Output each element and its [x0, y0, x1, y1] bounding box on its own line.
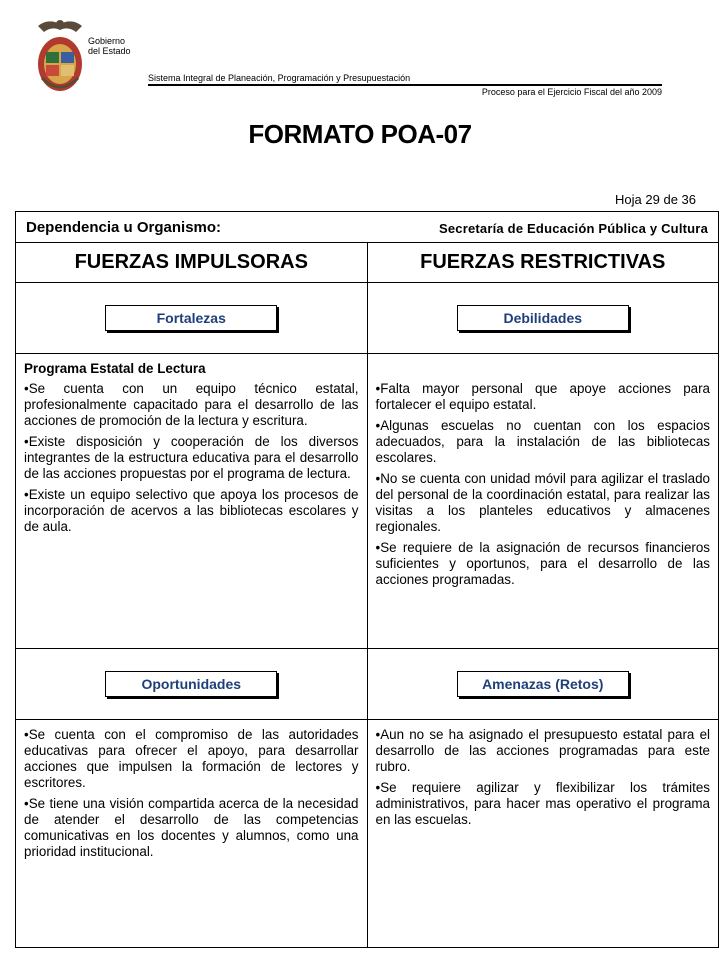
threat-item: •Aun no se ha asignado el presupuesto estatal para el desarrollo de las acciones programadas para este rubro.: [375, 727, 710, 774]
program-title: Programa Estatal de Lectura: [24, 361, 206, 376]
column-header-right: FUERZAS RESTRICTIVAS: [367, 243, 719, 283]
document-header: [0, 0, 720, 110]
weaknesses-content: [367, 354, 719, 649]
system-name: Sistema Integral de Planeación, Programación y Presupuestación: [148, 73, 411, 83]
weakness-item: •Se requiere de la asignación de recursos financieros suficientes y oportunos, para el desarrollo de las acciones programadas.: [375, 540, 710, 587]
government-label: [88, 36, 131, 56]
gov-line1: Gobierno: [88, 36, 126, 46]
gov-line2: del Estado: [88, 46, 131, 56]
threats-label: Amenazas (Retos): [457, 671, 629, 697]
dependency-label: Dependencia u Organismo:: [26, 218, 222, 236]
strength-item: •Existe un equipo selectivo que apoya los procesos de incorporación de acervos a las bibliotecas escolares y de aula.: [24, 487, 359, 534]
process-label: Proceso para el Ejercicio Fiscal del año 2009: [481, 87, 662, 97]
strengths-label-cell: [16, 283, 368, 354]
opportunities-label: Oportunidades: [105, 671, 277, 697]
threats-content: [367, 720, 719, 948]
weakness-item: •Falta mayor personal que apoye acciones para fortalecer el equipo estatal.: [375, 381, 710, 412]
page-title: FORMATO POA-07: [248, 119, 472, 149]
strength-item: •Existe disposición y cooperación de los diversos integrantes de la estructura educativa para el desarrollo de las acciones propuestas por el programa de lectura.: [24, 434, 359, 481]
strengths-label: Fortalezas: [105, 305, 277, 331]
opportunity-item: •Se cuenta con el compromiso de las autoridades educativas para ofrecer el apoyo, para desarrollar acciones que impulsen la formación de lectores y escritores.: [24, 727, 359, 790]
dependency-row: [16, 212, 719, 243]
opportunity-item: •Se tiene una visión compartida acerca de la necesidad de atender el desarrollo de las competencias comunicativas en los docentes y alumnos, como una prioridad institucional.: [24, 796, 359, 859]
strengths-content: [16, 354, 368, 649]
threats-label-cell: [367, 649, 719, 720]
threat-item: •Se requiere agilizar y flexibilizar los trámites administrativos, para hacer mas operativo el programa en las escuelas.: [375, 780, 710, 827]
column-header-left: FUERZAS IMPULSORAS: [16, 243, 368, 283]
page-number: Hoja 29 de 36: [615, 192, 696, 207]
poa-table: [15, 211, 719, 948]
weakness-item: •Algunas escuelas no cuentan con los espacios adecuados, para la instalación de las bibliotecas escolares.: [375, 418, 710, 465]
opportunities-content: [16, 720, 368, 948]
weakness-item: •No se cuenta con unidad móvil para agilizar el traslado del personal de la coordinación estatal, para realizar las visitas a los planteles educativos y almacenes regionales.: [375, 471, 710, 534]
weaknesses-label: Debilidades: [457, 305, 629, 331]
opportunities-label-cell: [16, 649, 368, 720]
strength-item: •Se cuenta con un equipo técnico estatal, profesionalmente capacitado para el desarrollo de las acciones de promoción de la lectura y escritura.: [24, 381, 359, 428]
weaknesses-label-cell: [367, 283, 719, 354]
header-divider: [148, 84, 662, 86]
state-seal-icon: [32, 16, 88, 94]
dependency-value: Secretaría de Educación Pública y Cultura: [438, 220, 708, 236]
